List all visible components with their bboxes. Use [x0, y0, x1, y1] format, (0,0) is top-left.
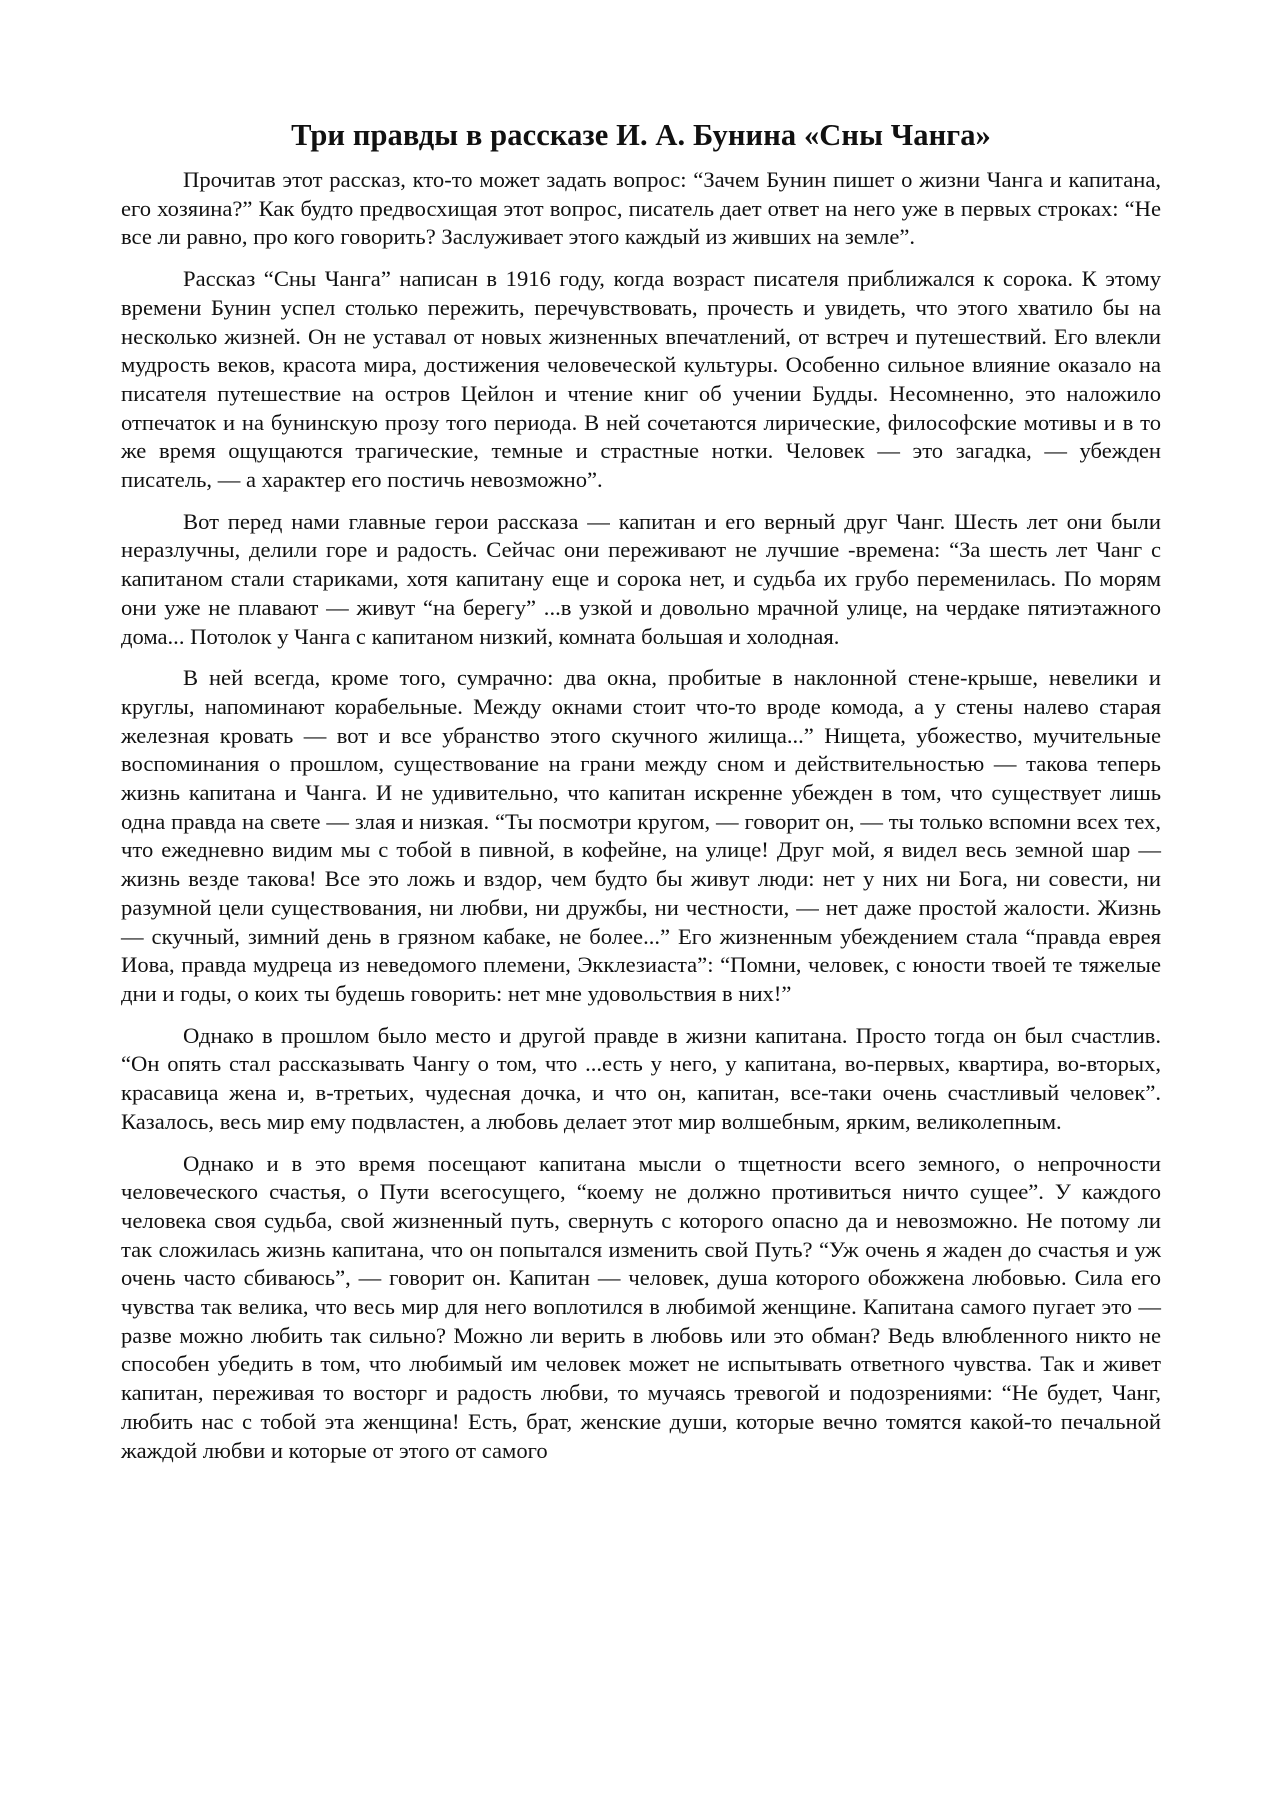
paragraph-1: Прочитав этот рассказ, кто-то может задать вопрос: “Зачем Бунин пишет о жизни Чанга и капитана, его хозяина?” Как будто предвосхищая этот вопрос, писатель дает ответ на него уже в первых строках: “Не все ли равно, про кого говорить? Заслуживает этого каждый из живших на земле”. — [121, 167, 1161, 250]
document-body — [121, 116, 1161, 1478]
paragraph-3: Вот перед нами главные герои рассказа — капитан и его верный друг Чанг. Шесть лет они были неразлучны, делили горе и радость. Сейчас они переживают не лучшие -времена: “За шесть лет Чанг с капитаном стали стариками, хотя капитану еще и сорока нет, и судьба их грубо переменилась. По морям они уже не плавают — живут “на берегу” ...в узкой и довольно мрачной улице, на чердаке пятиэтажного дома... Потолок у Чанга с капитаном низкий, комната большая и холодная. — [121, 508, 1161, 649]
paragraph-5: Однако в прошлом было место и другой правде в жизни капитана. Просто тогда он был счастлив. “Он опять стал рассказывать Чангу о том, что ...есть у него, у капитана, во-первых, квартира, во-вторых, красавица жена и, в-третьих, чудесная дочка, и что он, капитан, все-таки очень счастливый человек”. Казалось, весь мир ему подвластен, а любовь делает этот мир волшебным, ярким, великолепным. — [121, 1022, 1161, 1134]
paragraph-6: Однако и в это время посещают капитана мысли о тщетности всего земного, о непрочности человеческого счастья, о Пути всегосущего, “коему не должно противиться ничто сущее”. У каждого человека своя судьба, свой жизненный путь, свернуть с которого опасно да и невозможно. Не потому ли так сложилась жизнь капитана, что он попытался изменить свой Путь? “Уж очень я жаден до счастья и уж очень часто сбиваюсь”, — говорит он. Капитан — человек, душа которого обожжена любовью. Сила его чувства так велика, что весь мир для него воплотился в любимой женщине. Капитана самого пугает это — разве можно любить так сильно? Можно ли верить в любовь или это обман? Ведь влюбленного никто не способен убедить в том, что любимый им человек может не испытывать ответного чувства. Так и живет капитан, переживая то восторг и радость любви, то мучаясь тревогой и подозрениями: “Не будет, Чанг, любить нас с тобой эта женщина! Есть, брат, женские души, которые вечно томятся какой-то печальной жаждой любви и которые от этого от самого — [121, 1150, 1161, 1463]
paragraph-2: Рассказ “Сны Чанга” написан в 1916 году, когда возраст писателя приближался к сорока. К этому времени Бунин успел столько пережить, перечувствовать, прочесть и увидеть, что этого хватило бы на несколько жизней. Он не уставал от новых жизненных впечатлений, от встреч и путешествий. Его влекли мудрость веков, красота мира, достижения человеческой культуры. Особенно сильное влияние оказало на писателя путешествие на остров Цейлон и чтение книг об учении Будды. Несомненно, это наложило отпечаток и на бунинскую прозу того периода. В ней сочетаются лирические, философские мотивы и в то же время ощущаются трагические, темные и страстные нотки. Человек — это загадка, — убежден писатель, — а характер его постичь невозможно”. — [121, 266, 1161, 493]
paragraph-4: В ней всегда, кроме того, сумрачно: два окна, пробитые в наклонной стене-крыше, невелики и круглы, напоминают корабельные. Между окнами стоит что-то вроде комода, а у стены налево старая железная кровать — вот и все убранство этого скучного жилища...” Нищета, убожество, мучительные воспоминания о прошлом, существование на грани между сном и действительностью — такова теперь жизнь капитана и Чанга. И не удивительно, что капитан искренне убежден в том, что существует лишь одна правда на свете — злая и низкая. “Ты посмотри кругом, — говорит он, — ты только вспомни всех тех, что ежедневно видим мы с тобой в пивной, в кофейне, на улице! Друг мой, я видел весь земной шар — жизнь везде такова! Все это ложь и вздор, чем будто бы живут люди: нет у них ни Бога, ни совести, ни разумной цели существования, ни любви, ни дружбы, ни честности, — нет даже простой жалости. Жизнь — скучный, зимний день в грязном кабаке, не более...” Его жизненным убеждением стала “правда еврея Иова, правда мудреца из неведомого племени, Экклезиаста”: “Помни, человек, с юности твоей те тяжелые дни и годы, о коих ты будешь говорить: нет мне удовольствия в них!” — [121, 665, 1161, 1006]
document-title: Три правды в рассказе И. А. Бунина «Сны Чанга» — [291, 118, 991, 152]
